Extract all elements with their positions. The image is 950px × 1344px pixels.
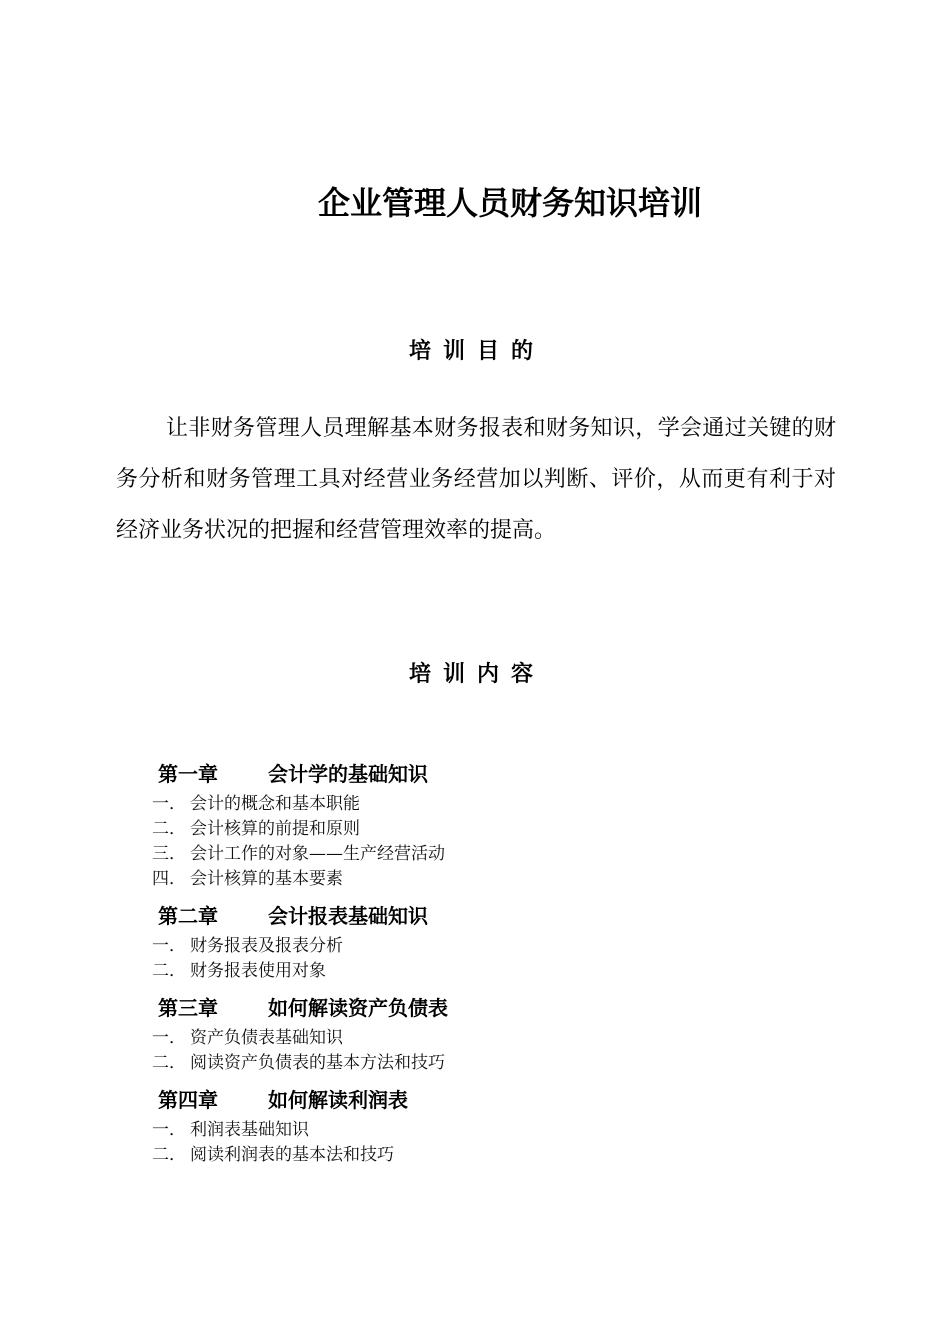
item-text: 会计工作的对象——生产经营活动 — [190, 844, 445, 864]
item-number: 二． — [152, 1053, 186, 1073]
chapter-name: 会计报表基础知识 — [268, 904, 428, 928]
chapter-name: 会计学的基础知识 — [268, 762, 428, 786]
chapter-3 — [0, 990, 950, 1076]
chapter-item-list — [0, 1118, 950, 1168]
chapter-number: 第二章 — [158, 904, 218, 928]
training-purpose-paragraph: 让非财务管理人员理解基本财务报表和财务知识，学会通过关键的财务分析和财务管理工具对经营业务经营加以判断、评价，从而更有利于对经济业务状况的把握和经营管理效率的提高。 — [116, 416, 836, 543]
chapter-outline — [0, 756, 950, 1174]
chapter-title — [0, 1082, 950, 1118]
list-item — [0, 867, 950, 892]
list-item — [0, 1118, 950, 1143]
item-text: 财务报表及报表分析 — [190, 936, 343, 956]
chapter-1 — [0, 756, 950, 892]
chapter-title — [0, 898, 950, 934]
chapter-2 — [0, 898, 950, 984]
item-text: 会计的概念和基本职能 — [190, 794, 360, 814]
item-text: 财务报表使用对象 — [190, 961, 326, 981]
item-number: 一． — [152, 1120, 186, 1140]
document-title: 企业管理人员财务知识培训 — [317, 184, 702, 222]
item-number: 一． — [152, 1028, 186, 1048]
item-number: 二． — [152, 819, 186, 839]
list-item — [0, 1026, 950, 1051]
chapter-title — [0, 756, 950, 792]
item-number: 二． — [152, 1145, 186, 1165]
chapter-number: 第三章 — [158, 996, 218, 1020]
chapter-item-list — [0, 1026, 950, 1076]
item-text: 资产负债表基础知识 — [190, 1028, 343, 1048]
item-text: 利润表基础知识 — [190, 1120, 309, 1140]
list-item — [0, 1143, 950, 1168]
chapter-number: 第四章 — [158, 1088, 218, 1112]
training-purpose-heading: 培训目的 — [408, 339, 545, 364]
item-number: 四． — [152, 869, 186, 889]
item-text: 会计核算的前提和原则 — [190, 819, 360, 839]
chapter-name: 如何解读资产负债表 — [268, 996, 448, 1020]
list-item — [0, 842, 950, 867]
list-item — [0, 934, 950, 959]
list-item — [0, 817, 950, 842]
training-content-heading: 培训内容 — [408, 662, 545, 687]
list-item — [0, 1051, 950, 1076]
list-item — [0, 959, 950, 984]
list-item — [0, 792, 950, 817]
item-text: 阅读资产负债表的基本方法和技巧 — [190, 1053, 445, 1073]
item-number: 三． — [152, 844, 186, 864]
chapter-name: 如何解读利润表 — [268, 1088, 408, 1112]
item-text: 会计核算的基本要素 — [190, 869, 343, 889]
chapter-4 — [0, 1082, 950, 1168]
item-number: 一． — [152, 794, 186, 814]
chapter-number: 第一章 — [158, 762, 218, 786]
item-number: 一． — [152, 936, 186, 956]
chapter-item-list — [0, 934, 950, 984]
chapter-item-list — [0, 792, 950, 892]
item-text: 阅读利润表的基本法和技巧 — [190, 1145, 394, 1165]
item-number: 二． — [152, 961, 186, 981]
chapter-title — [0, 990, 950, 1026]
